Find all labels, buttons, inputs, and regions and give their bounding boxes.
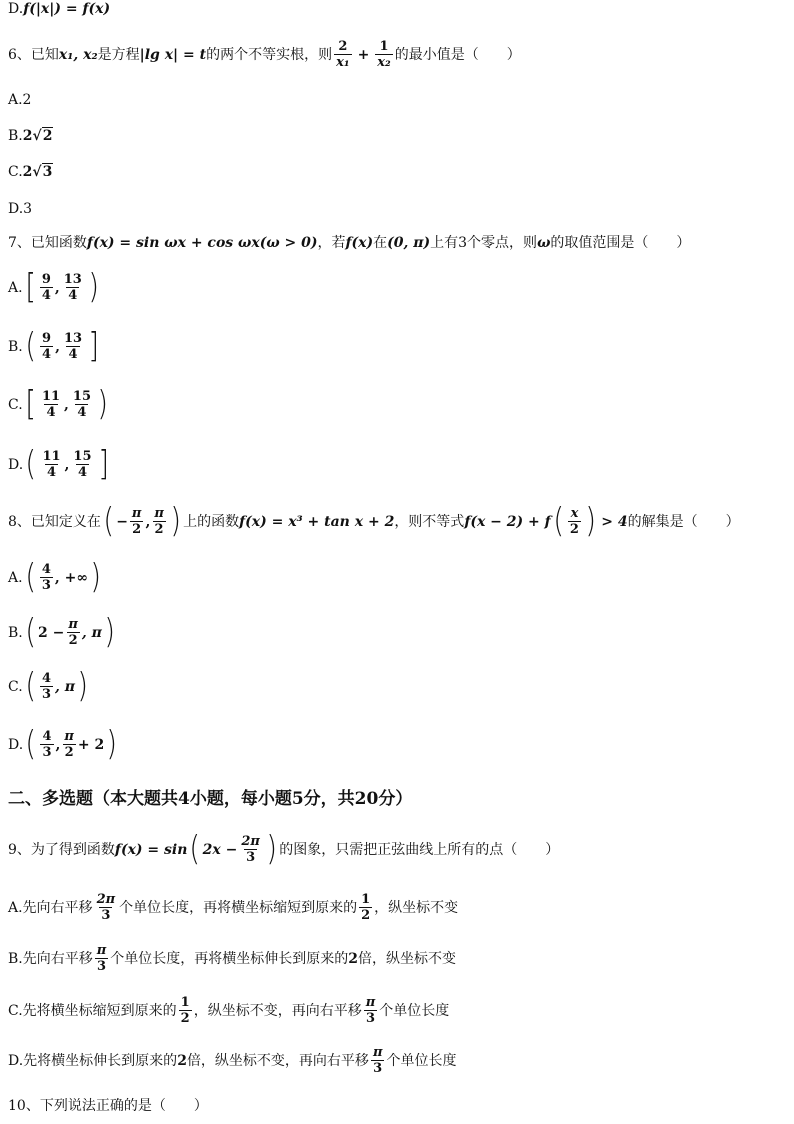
- bracket-left: (: [552, 500, 564, 541]
- option-text: 倍，纵坐标不变，再向右平移: [186, 1052, 369, 1069]
- stem-text: 10、下列说法正确的是（ ）: [8, 1098, 208, 1114]
- question-10-stem: [8, 1099, 208, 1113]
- math-text: , +∞: [54, 569, 89, 586]
- comma: ,: [64, 396, 69, 413]
- bracket-right: ): [88, 266, 99, 307]
- math-interval: (0, π): [387, 235, 431, 251]
- comma: ,: [145, 513, 151, 530]
- stem-text: 在: [373, 235, 388, 251]
- fraction: $\frac{2\pi}{3}$: [96, 892, 116, 923]
- option-text: 个单位长度: [386, 1052, 457, 1069]
- fraction: $\frac{\pi}{3}$: [365, 995, 376, 1026]
- section-title: 二、多选题（本大题共4小题，每小题5分，共20分）: [8, 789, 413, 809]
- math-text: + 2: [77, 736, 105, 753]
- math-function: f(x) = x³ + tan x + 2: [239, 513, 395, 530]
- q7-option-a: [8, 266, 101, 307]
- fraction: $\frac{13}{4}$: [63, 331, 83, 362]
- q6-option-d: [8, 202, 32, 216]
- math-equation: |lg x| = t: [139, 46, 207, 63]
- option-text: ，纵坐标不变: [374, 899, 459, 916]
- stem-text: ，若: [317, 235, 346, 251]
- stem-text: 是方程: [97, 46, 140, 63]
- stem-text: 7、已知函数: [8, 235, 87, 251]
- bracket-right: ]: [88, 325, 99, 366]
- bracket-left: (: [24, 665, 36, 706]
- question-8-stem: [8, 500, 740, 541]
- bracket-right: ): [266, 828, 277, 869]
- stem-text: ，则不等式: [394, 513, 465, 530]
- q9-option-b: [8, 944, 456, 973]
- option-text: 个单位长度，再将横坐标伸长到原来的: [110, 950, 349, 967]
- q7-option-c: [8, 383, 110, 424]
- stem-text: 的最小值是（ ）: [394, 46, 521, 63]
- fraction: $\frac{1}{\text{x₂}}$: [377, 39, 391, 70]
- fraction: $\frac{\pi}{2}$: [68, 617, 78, 648]
- comma: ,: [55, 338, 60, 355]
- option-label: B.: [8, 128, 23, 144]
- stem-text: 的取值范围是（ ）: [550, 235, 691, 251]
- fraction: $\frac{13}{4}$: [63, 272, 82, 303]
- section-heading: [8, 791, 412, 808]
- option-label: C.: [8, 396, 23, 413]
- stem-text: 上有3个零点，则: [430, 235, 538, 251]
- stem-text: 的两个不等实根，则: [206, 46, 333, 63]
- bracket-left: (: [25, 443, 37, 484]
- math-function: f(x) = sin: [114, 841, 188, 858]
- option-text: C.先将横坐标缩短到原来的: [8, 1002, 177, 1019]
- option-text: A.2: [8, 92, 32, 108]
- option-text: B.先向右平移: [8, 950, 93, 967]
- option-text: D.先将横坐标伸长到原来的: [8, 1052, 178, 1069]
- math-expression: f(|x|) = f(x): [23, 1, 111, 17]
- fraction: $\frac{2}{\text{x₁}}$: [336, 39, 350, 70]
- fraction: $\frac{x}{2}$: [569, 506, 579, 537]
- plus-sign: +: [357, 46, 370, 63]
- fraction: $\frac{9}{4}$: [41, 272, 51, 303]
- option-label: D.: [8, 736, 24, 753]
- bracket-right: ): [170, 500, 181, 541]
- math-number: 2: [348, 950, 359, 967]
- stem-text: 的图象，只需把正弦曲线上所有的点（ ）: [279, 841, 560, 858]
- fraction: $\frac{\pi}{3}$: [96, 943, 107, 974]
- bracket-right: ]: [97, 443, 109, 484]
- fraction: $\frac{15}{4}$: [73, 449, 92, 480]
- q9-option-a: [8, 893, 458, 922]
- fraction: $\frac{15}{4}$: [72, 389, 91, 420]
- q9-option-d: [8, 1046, 456, 1075]
- option-label: D.: [8, 1, 24, 17]
- question-6-stem: [8, 40, 521, 69]
- option-label: D.: [8, 456, 24, 473]
- math-omega: ω: [537, 235, 551, 251]
- fraction: $\frac{\pi}{3}$: [372, 1045, 383, 1076]
- math-text: , π: [81, 624, 102, 641]
- q5-option-d: [8, 2, 110, 16]
- option-text: ，纵坐标不变，再向右平移: [193, 1002, 362, 1019]
- stem-text: 9、为了得到函数: [8, 841, 115, 858]
- option-label: C.: [8, 164, 23, 180]
- bracket-right: ): [106, 723, 118, 764]
- stem-text: 8、已知定义在: [8, 513, 101, 530]
- q8-option-d: [8, 723, 120, 764]
- option-text: D.3: [8, 201, 33, 217]
- fraction: $\frac{\pi}{2}$: [131, 506, 142, 537]
- fraction: $\frac{11}{4}$: [41, 389, 61, 420]
- comma: ,: [64, 456, 70, 473]
- math-inequality: f(x − 2) + f: [464, 513, 551, 530]
- math-text: 2x −: [202, 841, 238, 858]
- q8-option-a: [8, 556, 103, 597]
- math-function: f(x) = sin ωx + cos ωx(ω > 0): [86, 235, 318, 251]
- option-text: A.先向右平移: [8, 899, 93, 916]
- option-label: A.: [8, 569, 23, 586]
- fraction: $\frac{\pi}{2}$: [154, 506, 164, 537]
- bracket-right: ): [77, 665, 88, 706]
- minus-sign: −: [116, 513, 128, 530]
- fraction: $\frac{1}{2}$: [361, 892, 371, 923]
- sqrt-expression: 2√2: [22, 128, 53, 144]
- option-label: B.: [8, 624, 23, 641]
- math-text: 2 −: [38, 624, 65, 641]
- math-text: , π: [54, 678, 75, 695]
- comma: ,: [54, 279, 60, 296]
- bracket-right: ): [97, 383, 108, 424]
- stem-text: 的解集是（ ）: [627, 513, 740, 530]
- fraction: $\frac{4}{3}$: [41, 562, 51, 593]
- sqrt-expression: 2√3: [22, 164, 53, 180]
- q6-option-c: [8, 165, 53, 179]
- q9-option-c: [8, 996, 449, 1025]
- fraction: $\frac{11}{4}$: [42, 449, 61, 480]
- math-number: 2: [177, 1052, 187, 1069]
- q8-option-c: [8, 665, 90, 706]
- fraction: $\frac{2\pi}{3}$: [241, 834, 260, 865]
- fraction: $\frac{4}{3}$: [42, 729, 52, 760]
- bracket-left: [: [24, 383, 36, 424]
- option-text: 个单位长度，再将横坐标缩短到原来的: [119, 899, 358, 916]
- q6-option-b: [8, 129, 53, 143]
- question-7-stem: [8, 236, 690, 250]
- fraction: $\frac{4}{3}$: [41, 671, 51, 702]
- option-text: 倍，纵坐标不变: [358, 950, 457, 967]
- bracket-right: ): [104, 611, 115, 652]
- bracket-right: ): [90, 556, 101, 597]
- comma: ,: [55, 736, 61, 753]
- bracket-left: (: [24, 556, 36, 597]
- bracket-left: (: [25, 611, 36, 652]
- bracket-left: (: [103, 500, 114, 541]
- bracket-left: [: [24, 266, 36, 307]
- option-label: B.: [8, 338, 23, 355]
- q7-option-b: [8, 325, 101, 366]
- stem-text: 上的函数: [183, 513, 240, 530]
- bracket-left: (: [25, 325, 36, 366]
- fraction: $\frac{1}{2}$: [180, 995, 190, 1026]
- q7-option-d: [8, 443, 111, 484]
- math-fx: f(x): [345, 235, 374, 251]
- question-9-stem: [8, 828, 560, 869]
- bracket-left: (: [25, 723, 37, 764]
- option-label: C.: [8, 678, 23, 695]
- option-text: 个单位长度: [379, 1002, 450, 1019]
- q6-option-a: [8, 93, 31, 107]
- option-label: A.: [8, 279, 23, 296]
- stem-text: 6、已知: [8, 46, 59, 63]
- fraction: $\frac{9}{4}$: [42, 331, 52, 362]
- fraction: $\frac{\pi}{2}$: [64, 729, 74, 760]
- q8-option-b: [8, 611, 117, 652]
- bracket-left: (: [189, 828, 201, 869]
- math-inequality: > 4: [601, 513, 628, 530]
- math-vars: x₁, x₂: [58, 46, 98, 63]
- bracket-right: ): [585, 500, 596, 541]
